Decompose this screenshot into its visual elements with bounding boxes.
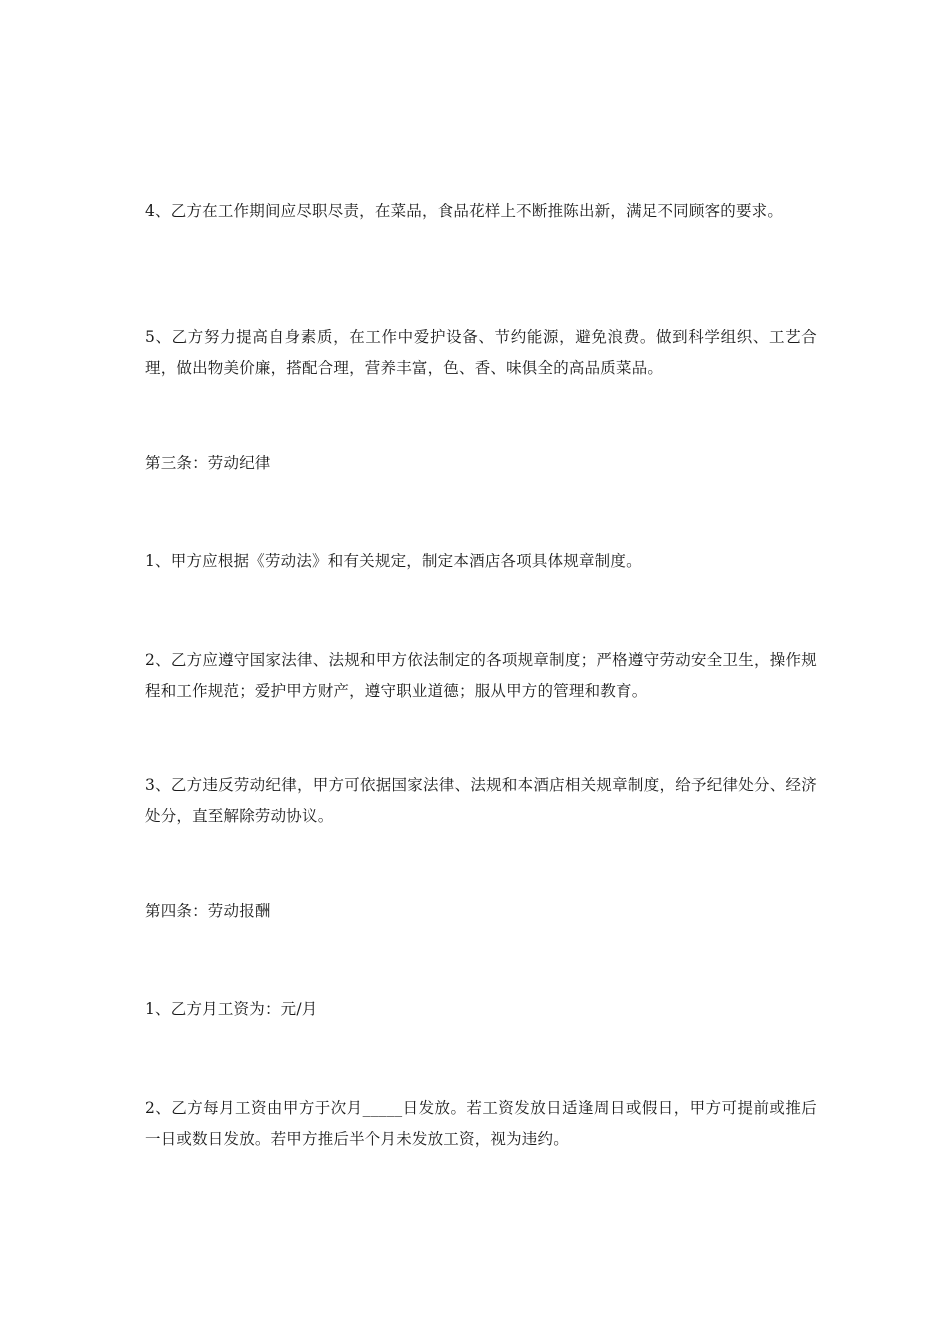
clause-3-item-3: 3、乙方违反劳动纪律，甲方可依据国家法律、法规和本酒店相关规章制度，给予纪律处分、经济处分，直至解除劳动协议。 [145,776,817,825]
clause-3-item-2: 2、乙方应遵守国家法律、法规和甲方依法制定的各项规章制度；严格遵守劳动安全卫生，操作规程和工作规范；爱护甲方财产，遵守职业道德；服从甲方的管理和教育。 [145,651,817,700]
section-heading-3: 第三条：劳动纪律 [145,454,271,472]
clause-4-item-2: 2、乙方每月工资由甲方于次月_____日发放。若工资发放日适逢周日或假日，甲方可提前或推后一日或数日发放。若甲方推后半个月未发放工资，视为违约。 [145,1099,817,1148]
clause-4-item-1: 1、乙方月工资为：元/月 [145,1000,318,1018]
clause-2-item-5: 5、乙方努力提高自身素质，在工作中爱护设备、节约能源，避免浪费。做到科学组织、工艺合理，做出物美价廉，搭配合理，营养丰富，色、香、味俱全的高品质菜品。 [145,328,817,377]
section-heading-4: 第四条：劳动报酬 [145,902,271,920]
clause-3-item-1: 1、甲方应根据《劳动法》和有关规定，制定本酒店各项具体规章制度。 [145,552,642,570]
clause-2-item-4: 4、乙方在工作期间应尽职尽责，在菜品，食品花样上不断推陈出新，满足不同顾客的要求。 [145,202,784,220]
